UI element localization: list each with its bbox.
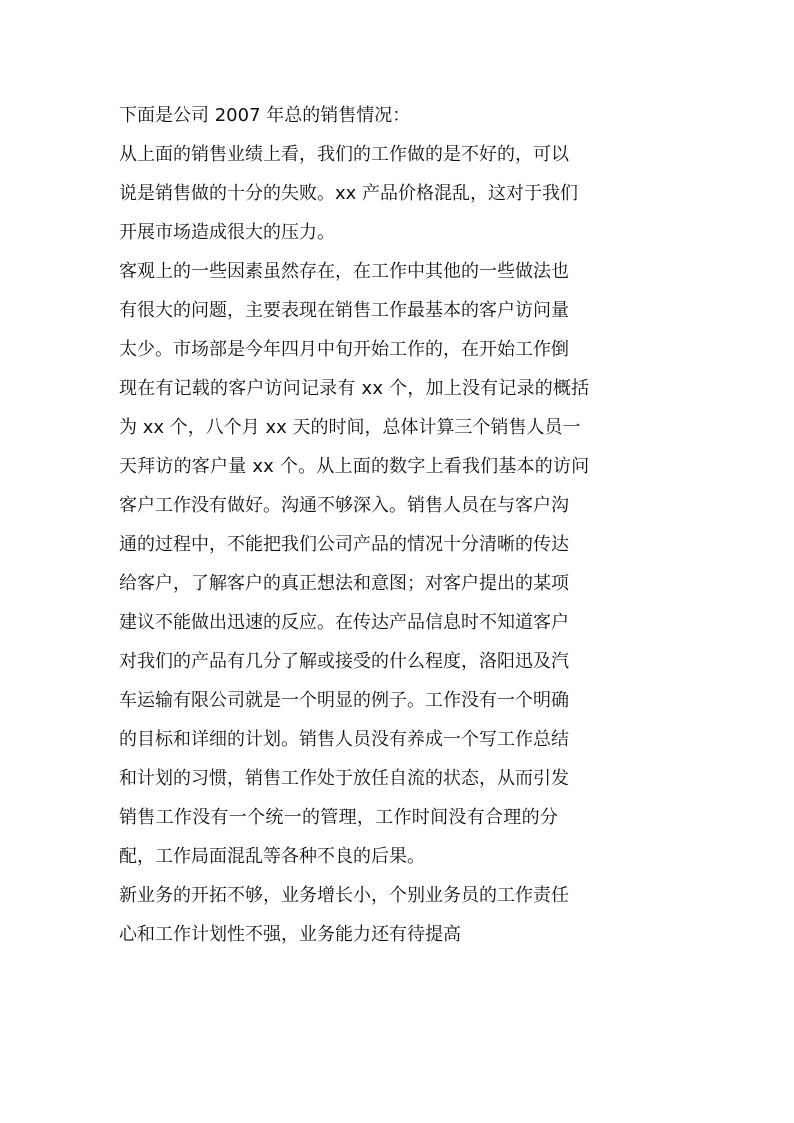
text-line: 给客户，了解客户的真正想法和意图；对客户提出的某项 (119, 573, 569, 594)
text-line: 通的过程中，不能把我们公司产品的情况十分清晰的传达 (119, 534, 569, 555)
text-line: 从上面的销售业绩上看，我们的工作做的是不好的，可以 (119, 144, 569, 165)
text-line: 对我们的产品有几分了解或接受的什么程度，洛阳迅及汽 (119, 651, 569, 672)
text-line: 配，工作局面混乱等各种不良的后果。 (119, 846, 425, 867)
text-line: 现在有记载的客户访问记录有 xx 个，加上没有记录的概括 (119, 378, 590, 399)
text-line: 天拜访的客户量 xx 个。从上面的数字上看我们基本的访问 (119, 456, 590, 477)
text-line: 有很大的问题，主要表现在销售工作最基本的客户访问量 (119, 300, 569, 321)
text-line: 和计划的习惯，销售工作处于放任自流的状态，从而引发 (119, 768, 569, 789)
text-line: 太少。市场部是今年四月中旬开始工作的，在开始工作倒 (119, 339, 569, 360)
text-line: 建议不能做出迅速的反应。在传达产品信息时不知道客户 (119, 612, 569, 633)
text-line: 车运输有限公司就是一个明显的例子。工作没有一个明确 (119, 690, 569, 711)
text-line: 为 xx 个，八个月 xx 天的时间，总体计算三个销售人员一 (119, 417, 581, 438)
text-line: 心和工作计划性不强，业务能力还有待提高 (119, 924, 461, 945)
text-line: 客户工作没有做好。沟通不够深入。销售人员在与客户沟 (119, 495, 569, 516)
text-line: 销售工作没有一个统一的管理，工作时间没有合理的分 (119, 807, 559, 828)
text-line: 下面是公司 2007 年总的销售情况： (119, 105, 411, 126)
text-line: 开展市场造成很大的压力。 (119, 222, 335, 243)
document-body (119, 96, 675, 954)
text-line: 说是销售做的十分的失败。xx 产品价格混乱，这对于我们 (119, 183, 579, 204)
text-line: 的目标和详细的计划。销售人员没有养成一个写工作总结 (119, 729, 569, 750)
text-line: 客观上的一些因素虽然存在，在工作中其他的一些做法也 (119, 261, 569, 282)
text-line: 新业务的开拓不够，业务增长小，个别业务员的工作责任 (119, 885, 569, 906)
